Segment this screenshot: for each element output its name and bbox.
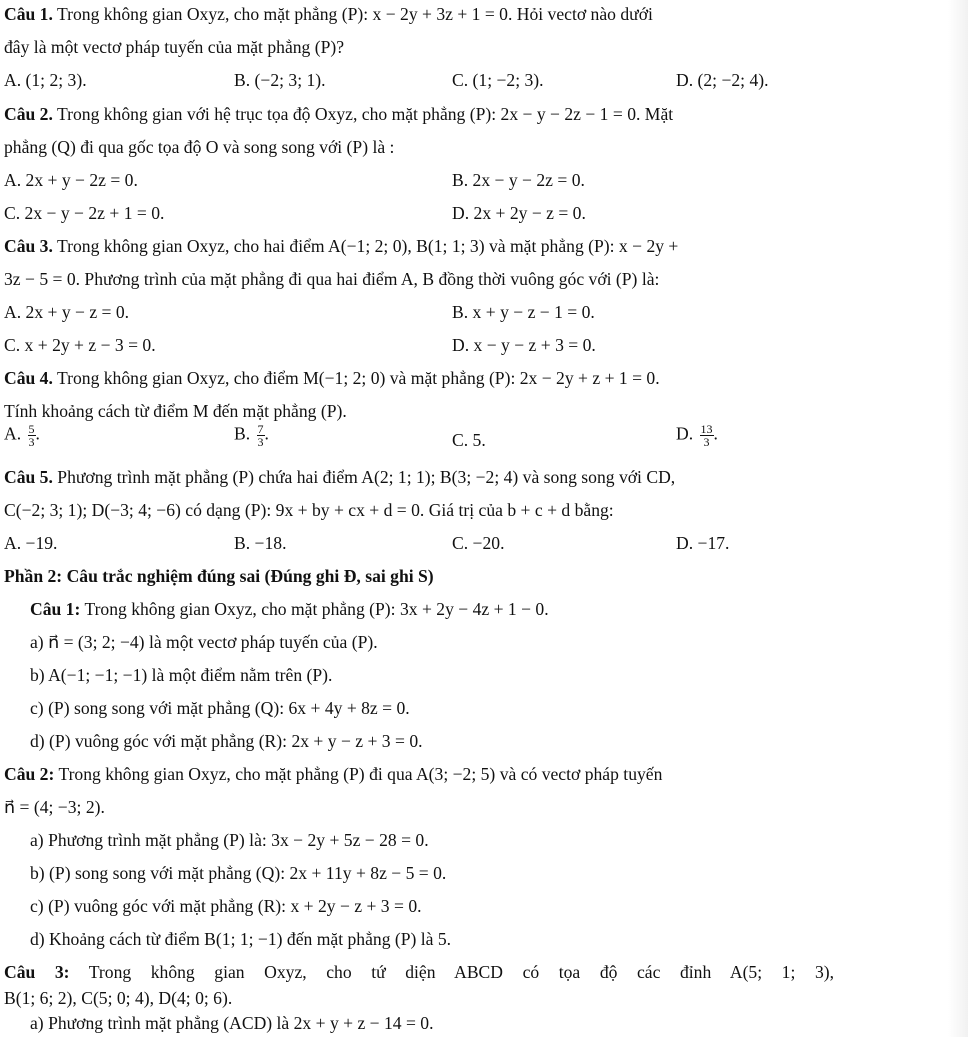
q4-heading: Câu 4. (4, 368, 53, 388)
q4-stem-1: Trong không gian Oxyz, cho điểm M(−1; 2; 0) và mặt phẳng (P): 2x − 2y + z + 1 = 0. (56, 368, 660, 388)
p2q3-stem-2: B(1; 6; 2), C(5; 0; 4), D(4; 0; 6). (4, 988, 233, 1008)
p2q1-item-d: d) (P) vuông góc với mặt phẳng (R): 2x + y − z + 3 = 0. (30, 731, 423, 751)
q5-option-a: A. −19. (4, 533, 58, 553)
q2-heading: Câu 2. (4, 104, 53, 124)
q2-option-d: D. 2x + 2y − z = 0. (452, 203, 586, 223)
q3-option-c: C. x + 2y + z − 3 = 0. (4, 335, 156, 355)
p2q3-heading: Câu 3: (4, 962, 70, 982)
q3-stem-2: 3z − 5 = 0. Phương trình của mặt phẳng đi qua hai điểm A, B đồng thời vuông góc với (P) là: (4, 269, 660, 289)
q4-option-c: C. 5. (452, 430, 486, 450)
p2q2-item-a: a) Phương trình mặt phẳng (P) là: 3x − 2y + 5z − 28 = 0. (30, 830, 429, 850)
p2q2-stem-1: Trong không gian Oxyz, cho mặt phẳng (P) đi qua A(3; −2; 5) và có vectơ pháp tuyến (58, 764, 663, 784)
q3-stem-1: Trong không gian Oxyz, cho hai điểm A(−1; 2; 0), B(1; 1; 3) và mặt phẳng (P): x − 2y + (56, 236, 679, 256)
q1-option-b: B. (−2; 3; 1). (234, 70, 326, 90)
p2q1-item-c: c) (P) song song với mặt phẳng (Q): 6x + 4y + 8z = 0. (30, 698, 410, 718)
q5-stem-1: Phương trình mặt phẳng (P) chứa hai điểm A(2; 1; 1); B(3; −2; 4) và song song với CD, (57, 467, 676, 487)
q4-option-d: D. $\frac{13}{3}$ . (676, 422, 718, 449)
q1-option-c: C. (1; −2; 3). (452, 70, 544, 90)
q2-option-a: A. 2x + y − 2z = 0. (4, 170, 138, 190)
q5-heading: Câu 5. (4, 467, 53, 487)
q1-heading: Câu 1. (4, 4, 53, 24)
q3-option-a: A. 2x + y − z = 0. (4, 302, 130, 322)
q4-option-a: A. $\frac{5}{3}$ . (4, 422, 40, 449)
q2-option-c: C. 2x − y − 2z + 1 = 0. (4, 203, 165, 223)
q2-option-b: B. 2x − y − 2z = 0. (452, 170, 585, 190)
q5-option-b: B. −18. (234, 533, 287, 553)
q3-line-1 (4, 238, 678, 256)
q2-stem-1: Trong không gian với hệ trục tọa độ Oxyz, cho mặt phẳng (P): 2x − y − 2z − 1 = 0. Mặt (56, 104, 674, 124)
q3-heading: Câu 3. (4, 236, 53, 256)
p2q2-item-b: b) (P) song song với mặt phẳng (Q): 2x + 11y + 8z − 5 = 0. (30, 863, 447, 883)
p2q2-item-d: d) Khoảng cách từ điểm B(1; 1; −1) đến mặt phẳng (P) là 5. (30, 929, 452, 949)
p2q3-item-a: a) Phương trình mặt phẳng (ACD) là 2x + y + z − 14 = 0. (30, 1013, 434, 1033)
page-edge-shadow (948, 0, 968, 1037)
q2-line-1 (4, 106, 673, 124)
p2q3-line-1 (4, 964, 834, 982)
q3-option-d: D. x − y − z + 3 = 0. (452, 335, 596, 355)
q5-option-d: D. −17. (676, 533, 730, 553)
p2q1-line (30, 601, 549, 619)
p2q2-item-c: c) (P) vuông góc với mặt phẳng (R): x + 2y − z + 3 = 0. (30, 896, 422, 916)
q3-option-b: B. x + y − z − 1 = 0. (452, 302, 595, 322)
q5-option-c: C. −20. (452, 533, 505, 553)
q4-stem-2: Tính khoảng cách từ điểm M đến mặt phẳng (P). (4, 401, 347, 421)
q1-option-a: A. (1; 2; 3). (4, 70, 87, 90)
p2q2-heading: Câu 2: (4, 764, 55, 784)
q2-stem-2: phẳng (Q) đi qua gốc tọa độ O và song song với (P) là : (4, 137, 395, 157)
q1-line-1 (4, 6, 653, 24)
q4-line-1 (4, 370, 660, 388)
q1-stem-1: Trong không gian Oxyz, cho mặt phẳng (P): x − 2y + 3z + 1 = 0. Hỏi vectơ nào dưới (56, 4, 653, 24)
p2q3-stem-1: Trong không gian Oxyz, cho tứ diện ABCD có tọa độ các đỉnh A(5; 1; 3), (88, 962, 834, 982)
part2-heading: Phần 2: Câu trắc nghiệm đúng sai (Đúng ghi Đ, sai ghi S) (4, 566, 434, 586)
q4-option-b: B. $\frac{7}{3}$ . (234, 422, 269, 449)
p2q1-heading: Câu 1: (30, 599, 81, 619)
p2q2-line-1 (4, 766, 662, 784)
q5-stem-2: C(−2; 3; 1); D(−3; 4; −6) có dạng (P): 9x + by + cx + d = 0. Giá trị của b + c + d bằng: (4, 500, 614, 520)
q1-option-d: D. (2; −2; 4). (676, 70, 769, 90)
p2q2-stem-2: n⃗ = (4; −3; 2). (4, 797, 105, 817)
p2q1-item-b: b) A(−1; −1; −1) là một điểm nằm trên (P). (30, 665, 333, 685)
q1-stem-2: đây là một vectơ pháp tuyến của mặt phẳng (P)? (4, 37, 345, 57)
p2q1-item-a: a) n⃗ = (3; 2; −4) là một vectơ pháp tuyến của (P). (30, 632, 378, 652)
p2q1-stem: Trong không gian Oxyz, cho mặt phẳng (P): 3x + 2y − 4z + 1 − 0. (84, 599, 549, 619)
q5-line-1 (4, 469, 675, 487)
